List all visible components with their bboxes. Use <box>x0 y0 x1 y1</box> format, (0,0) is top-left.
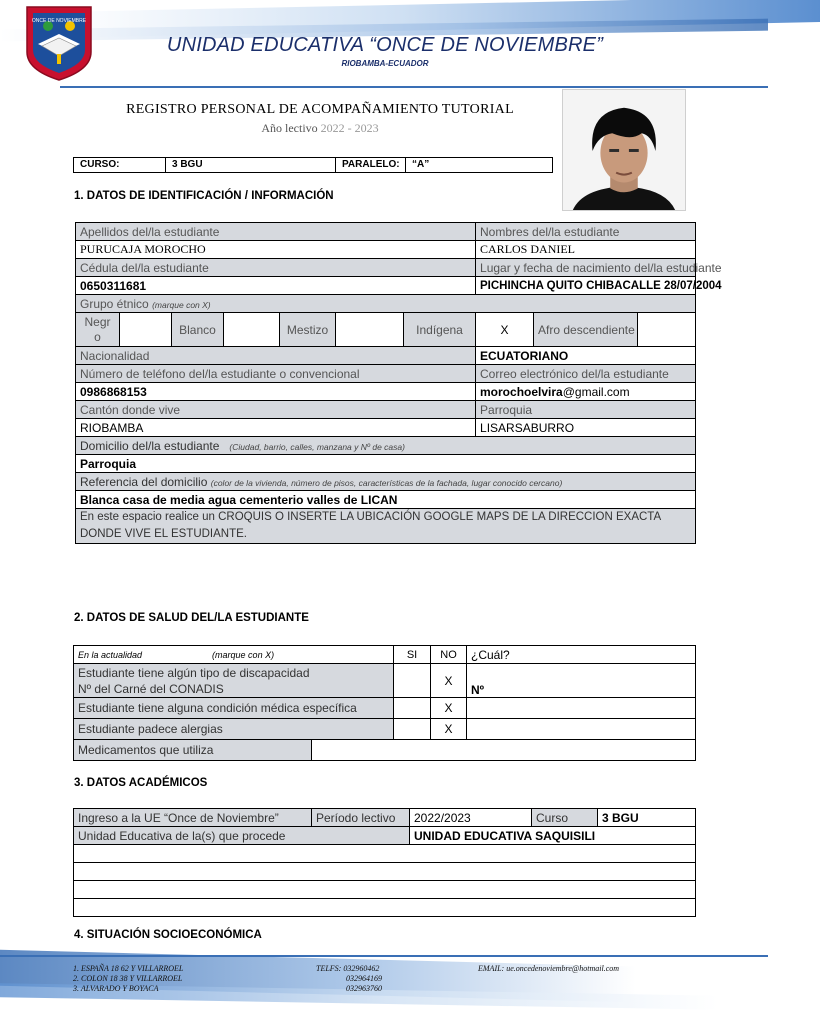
school-name: UNIDAD EDUCATIVA “ONCE DE NOVIEMBRE” <box>166 34 604 56</box>
nombres-label: Nombres del/la estudiante <box>476 223 696 241</box>
domicilio-label: Domicilio del/la estudiante (Ciudad, barrio, calles, manzana y Nº de casa) <box>76 437 696 455</box>
section-1-title: 1. DATOS DE IDENTIFICACIÓN / INFORMACIÓN <box>74 190 334 202</box>
referencia-label: Referencia del domicilio (color de la vivienda, número de pisos, características de la fachada, lugar conocido cercano) <box>76 473 696 491</box>
grupo-label: Grupo étnico (marque con X) <box>76 295 696 313</box>
periodo-label: Período lectivo <box>312 809 410 827</box>
condicion-cual[interactable] <box>467 698 696 719</box>
curso-academic-value[interactable]: 3 BGU <box>598 809 696 827</box>
section-2-title: 2. DATOS DE SALUD DEL/LA ESTUDIANTE <box>74 612 309 624</box>
alergias-cual[interactable] <box>467 719 696 740</box>
canton-label: Cantón donde vive <box>76 401 476 419</box>
alergias-no[interactable]: X <box>431 719 467 740</box>
discapacidad-label: Estudiante tiene algún tipo de discapacidad Nº del Carné del CONADIS <box>74 664 394 698</box>
footer-phone-2: 032964169 <box>346 974 382 983</box>
blanco-mark[interactable] <box>224 313 280 347</box>
student-photo <box>562 89 686 211</box>
curso-label: CURSO: <box>74 158 166 172</box>
footer-addresses <box>73 964 183 994</box>
school-location: RIOBAMBA-ECUADOR <box>341 59 429 68</box>
school-logo <box>24 4 94 82</box>
cedula-value[interactable]: 0650311681 <box>76 277 476 295</box>
mestizo-mark[interactable] <box>336 313 404 347</box>
cedula-label: Cédula del/la estudiante <box>76 259 476 277</box>
discapacidad-cual[interactable]: Nº <box>467 664 696 698</box>
procede-blank-row[interactable] <box>74 899 696 917</box>
procede-value[interactable]: UNIDAD EDUCATIVA SAQUISILI <box>410 827 696 845</box>
lugar-label: Lugar y fecha de nacimiento del/la estudiante <box>476 259 696 277</box>
apellidos-label: Apellidos del/la estudiante <box>76 223 476 241</box>
si-header: SI <box>394 646 431 664</box>
domicilio-value[interactable]: Parroquia <box>76 455 696 473</box>
identification-table <box>75 222 722 544</box>
discapacidad-no[interactable]: X <box>431 664 467 698</box>
footer-rule <box>0 955 768 957</box>
afro-label: Afro descendiente <box>534 313 638 347</box>
procede-label: Unidad Educativa de la(s) que procede <box>74 827 410 845</box>
parroquia-label: Parroquia <box>476 401 696 419</box>
nacionalidad-value[interactable]: ECUATORIANO <box>476 347 696 365</box>
medicamentos-value[interactable] <box>312 740 696 761</box>
procede-blank-row[interactable] <box>74 881 696 899</box>
indigena-mark[interactable]: X <box>476 313 534 347</box>
alergias-label: Estudiante padece alergias <box>74 719 394 740</box>
telefono-label: Número de teléfono del/la estudiante o convencional <box>76 365 476 383</box>
afro-mark[interactable] <box>638 313 696 347</box>
footer-phone-3: 032963760 <box>346 984 382 993</box>
referencia-value[interactable]: Blanca casa de media agua cementerio valles de LICAN <box>76 491 696 509</box>
blanco-label: Blanco <box>172 313 224 347</box>
croquis-instructions: En este espacio realice un CROQUIS O INSERTE LA UBICACIÓN GOOGLE MAPS DE LA DIRECCION EXACTA DONDE VIVE EL ESTUDIANTE. <box>76 509 696 544</box>
actualidad-label: En la actualidad (marque con X) <box>74 646 394 664</box>
condicion-label: Estudiante tiene alguna condición médica específica <box>74 698 394 719</box>
curso-academic-label: Curso <box>532 809 598 827</box>
nombres-value[interactable]: CARLOS DANIEL <box>476 241 696 259</box>
alergias-si[interactable] <box>394 719 431 740</box>
apellidos-value[interactable]: PURUCAJA MOROCHO <box>76 241 476 259</box>
footer-phone-1: TELFS: 032960462 <box>316 964 380 973</box>
telefono-value[interactable]: 0986868153 <box>76 383 476 401</box>
footer-address-3: 3. ALVARADO Y BOYACA <box>73 984 159 993</box>
year-value: 2022 - 2023 <box>320 121 379 135</box>
procede-blank-row[interactable] <box>74 845 696 863</box>
section-3-title: 3. DATOS ACADÉMICOS <box>74 777 208 789</box>
medicamentos-label: Medicamentos que utiliza <box>74 740 312 761</box>
indigena-label: Indígena <box>404 313 476 347</box>
footer-phones <box>316 964 382 994</box>
canton-value[interactable]: RIOBAMBA <box>76 419 476 437</box>
footer-email[interactable]: EMAIL: ue.oncedenoviembre@hotmail.com <box>478 964 620 973</box>
curso-value[interactable]: 3 BGU <box>166 158 336 172</box>
form-year <box>100 121 540 136</box>
academic-table <box>73 808 696 917</box>
nacionalidad-label: Nacionalidad <box>76 347 476 365</box>
cual-header: ¿Cuál? <box>467 646 696 664</box>
section-4-title: 4. SITUACIÓN SOCIOECONÓMICA <box>74 929 262 941</box>
logo-text: ONCE DE NOVIEMBRE <box>31 18 87 24</box>
negro-mark[interactable] <box>120 313 172 347</box>
lugar-value[interactable]: PICHINCHA QUITO CHIBACALLE 28/07/2004 <box>476 277 696 295</box>
form-title: REGISTRO PERSONAL DE ACOMPAÑAMIENTO TUTORIAL <box>126 102 514 117</box>
negro-label: Negr o <box>76 313 120 347</box>
no-header: NO <box>431 646 467 664</box>
paralelo-label: PARALELO: <box>336 158 406 172</box>
paralelo-value[interactable]: “A” <box>412 159 430 170</box>
condicion-no[interactable]: X <box>431 698 467 719</box>
curso-row <box>73 157 553 173</box>
health-table <box>73 645 696 761</box>
mestizo-label: Mestizo <box>280 313 336 347</box>
correo-label: Correo electrónico del/la estudiante <box>476 365 696 383</box>
discapacidad-si[interactable] <box>394 664 431 698</box>
ingreso-label: Ingreso a la UE “Once de Noviembre” <box>74 809 312 827</box>
correo-value[interactable]: morochoelvira@gmail.com <box>476 383 696 401</box>
condicion-si[interactable] <box>394 698 431 719</box>
header-rule <box>60 86 768 88</box>
parroquia-value[interactable]: LISARSABURRO <box>476 419 696 437</box>
footer-address-2: 2. COLON 18 38 Y VILLARROEL <box>73 974 183 983</box>
footer-address-1: 1. ESPAÑA 18 62 Y VILLARROEL <box>73 964 184 973</box>
year-label: Año lectivo <box>261 121 318 135</box>
procede-blank-row[interactable] <box>74 863 696 881</box>
periodo-value[interactable]: 2022/2023 <box>410 809 532 827</box>
